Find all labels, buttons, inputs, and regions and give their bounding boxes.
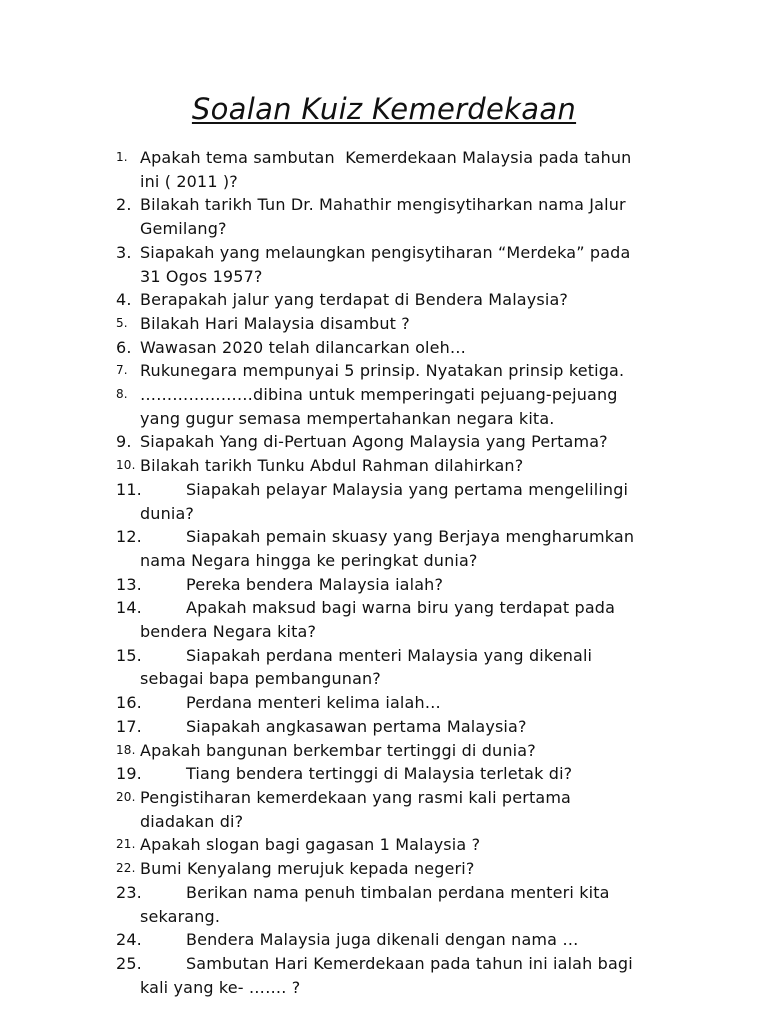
- item-line: sebagai bapa pembangunan?: [140, 669, 381, 689]
- item-text: [140, 146, 716, 193]
- list-item: [116, 454, 716, 478]
- item-text: Apakah bangunan berkembar tertinggi di dunia?: [140, 740, 536, 760]
- item-text: Apakah maksud bagi warna biru yang terdapat pada: [186, 598, 616, 618]
- item-line: diadakan di?: [140, 811, 244, 831]
- list-item-continuation: [116, 905, 716, 929]
- item-line: yang gugur semasa mempertahankan negara kita.: [140, 408, 555, 428]
- list-item: [116, 881, 716, 905]
- list-item: [116, 573, 716, 597]
- list-item: [116, 193, 716, 240]
- item-text: Siapakah pemain skuasy yang Berjaya mengharumkan: [186, 527, 635, 547]
- item-number: 10.: [116, 458, 136, 473]
- item-line: bendera Negara kita?: [140, 622, 317, 642]
- item-number: 5.: [116, 315, 128, 330]
- item-number: 2.: [116, 195, 132, 215]
- list-item-continuation: [116, 976, 716, 1000]
- item-number: 21.: [116, 837, 136, 852]
- list-item: [116, 288, 716, 312]
- list-item: [116, 596, 716, 620]
- item-line: sekarang.: [140, 906, 221, 926]
- item-line: Pengistiharan kemerdekaan yang rasmi kali pertama: [140, 787, 572, 807]
- list-item: [116, 241, 716, 288]
- item-line: …………………dibina untuk memperingati pejuang-pejuang: [140, 385, 618, 405]
- item-text: Siapakah pelayar Malaysia yang pertama mengelilingi: [186, 479, 629, 499]
- item-text: [140, 193, 716, 240]
- list-item: [116, 857, 716, 881]
- item-text: Perdana menteri kelima ialah…: [186, 693, 441, 713]
- item-number: 3.: [116, 242, 132, 262]
- list-item: [116, 952, 716, 976]
- item-line: ini ( 2011 )?: [140, 171, 238, 191]
- item-line: 31 Ogos 1957?: [140, 266, 263, 286]
- item-line: Gemilang?: [140, 219, 227, 239]
- item-line: nama Negara hingga ke peringkat dunia?: [140, 550, 478, 570]
- list-item: [116, 312, 716, 336]
- item-number: 22.: [116, 861, 136, 876]
- item-text: Pereka bendera Malaysia ialah?: [186, 574, 444, 594]
- item-number: 4.: [116, 290, 132, 310]
- item-line: dunia?: [140, 503, 195, 523]
- item-line: Apakah tema sambutan Kemerdekaan Malaysia pada tahun: [140, 148, 632, 167]
- item-number: 25.: [116, 953, 142, 973]
- page-title: Soalan Kuiz Kemerdekaan: [191, 92, 577, 126]
- list-item-continuation: [116, 667, 716, 691]
- item-text: [140, 786, 716, 833]
- list-item: [116, 644, 716, 668]
- item-text: Bendera Malaysia juga dikenali dengan nama …: [186, 930, 579, 950]
- question-list: [116, 146, 716, 999]
- list-item: [116, 762, 716, 786]
- item-number: 14.: [116, 598, 142, 618]
- item-text: Siapakah angkasawan pertama Malaysia?: [186, 716, 527, 736]
- list-item: [116, 739, 716, 763]
- list-item: [116, 525, 716, 549]
- item-text: Berapakah jalur yang terdapat di Bendera Malaysia?: [140, 290, 569, 310]
- item-line: Siapakah yang melaungkan pengisytiharan “Merdeka” pada: [140, 242, 631, 262]
- item-text: Bilakah Hari Malaysia disambut ?: [140, 313, 410, 333]
- item-number: 24.: [116, 930, 142, 950]
- item-number: 9.: [116, 432, 132, 452]
- list-item: [116, 478, 716, 502]
- item-number: 13.: [116, 574, 142, 594]
- item-text: Tiang bendera tertinggi di Malaysia terletak di?: [186, 764, 573, 784]
- item-text: Sambutan Hari Kemerdekaan pada tahun ini ialah bagi: [186, 953, 633, 973]
- list-item: [116, 691, 716, 715]
- item-text: Siapakah Yang di-Pertuan Agong Malaysia yang Pertama?: [140, 432, 608, 452]
- item-number: 8.: [116, 387, 128, 402]
- item-number: 1.: [116, 150, 128, 164]
- list-item: [116, 383, 716, 430]
- item-number: 6.: [116, 337, 132, 357]
- list-item: [116, 928, 716, 952]
- item-number: 11.: [116, 479, 142, 499]
- item-text: Berikan nama penuh timbalan perdana menteri kita: [186, 882, 610, 902]
- item-text: [140, 241, 716, 288]
- item-number: 17.: [116, 716, 142, 736]
- item-number: 16.: [116, 693, 142, 713]
- item-text: Siapakah perdana menteri Malaysia yang dikenali: [186, 645, 593, 665]
- list-item: [116, 146, 716, 193]
- item-text: Apakah slogan bagi gagasan 1 Malaysia ?: [140, 835, 481, 855]
- list-item: [116, 359, 716, 383]
- list-item-continuation: [116, 502, 716, 526]
- item-number: 20.: [116, 789, 136, 804]
- list-item: [116, 833, 716, 857]
- item-line: Bilakah tarikh Tun Dr. Mahathir mengisytiharkan nama Jalur: [140, 195, 626, 215]
- item-number: 12.: [116, 527, 142, 547]
- item-line: kali yang ke- ……. ?: [140, 977, 301, 997]
- list-item: [116, 430, 716, 454]
- list-item: [116, 715, 716, 739]
- item-text: Bumi Kenyalang merujuk kepada negeri?: [140, 859, 475, 879]
- item-number: 19.: [116, 764, 142, 784]
- item-number: 7.: [116, 363, 128, 378]
- list-item: [116, 786, 716, 833]
- list-item-continuation: [116, 549, 716, 573]
- item-text: Bilakah tarikh Tunku Abdul Rahman dilahirkan?: [140, 456, 524, 476]
- item-number: 18.: [116, 742, 136, 757]
- item-number: 23.: [116, 882, 142, 902]
- item-text: Wawasan 2020 telah dilancarkan oleh…: [140, 337, 467, 357]
- item-number: 15.: [116, 645, 142, 665]
- list-item: [116, 336, 716, 360]
- item-text: [140, 383, 716, 430]
- item-text: Rukunegara mempunyai 5 prinsip. Nyatakan prinsip ketiga.: [140, 361, 625, 381]
- list-item-continuation: [116, 620, 716, 644]
